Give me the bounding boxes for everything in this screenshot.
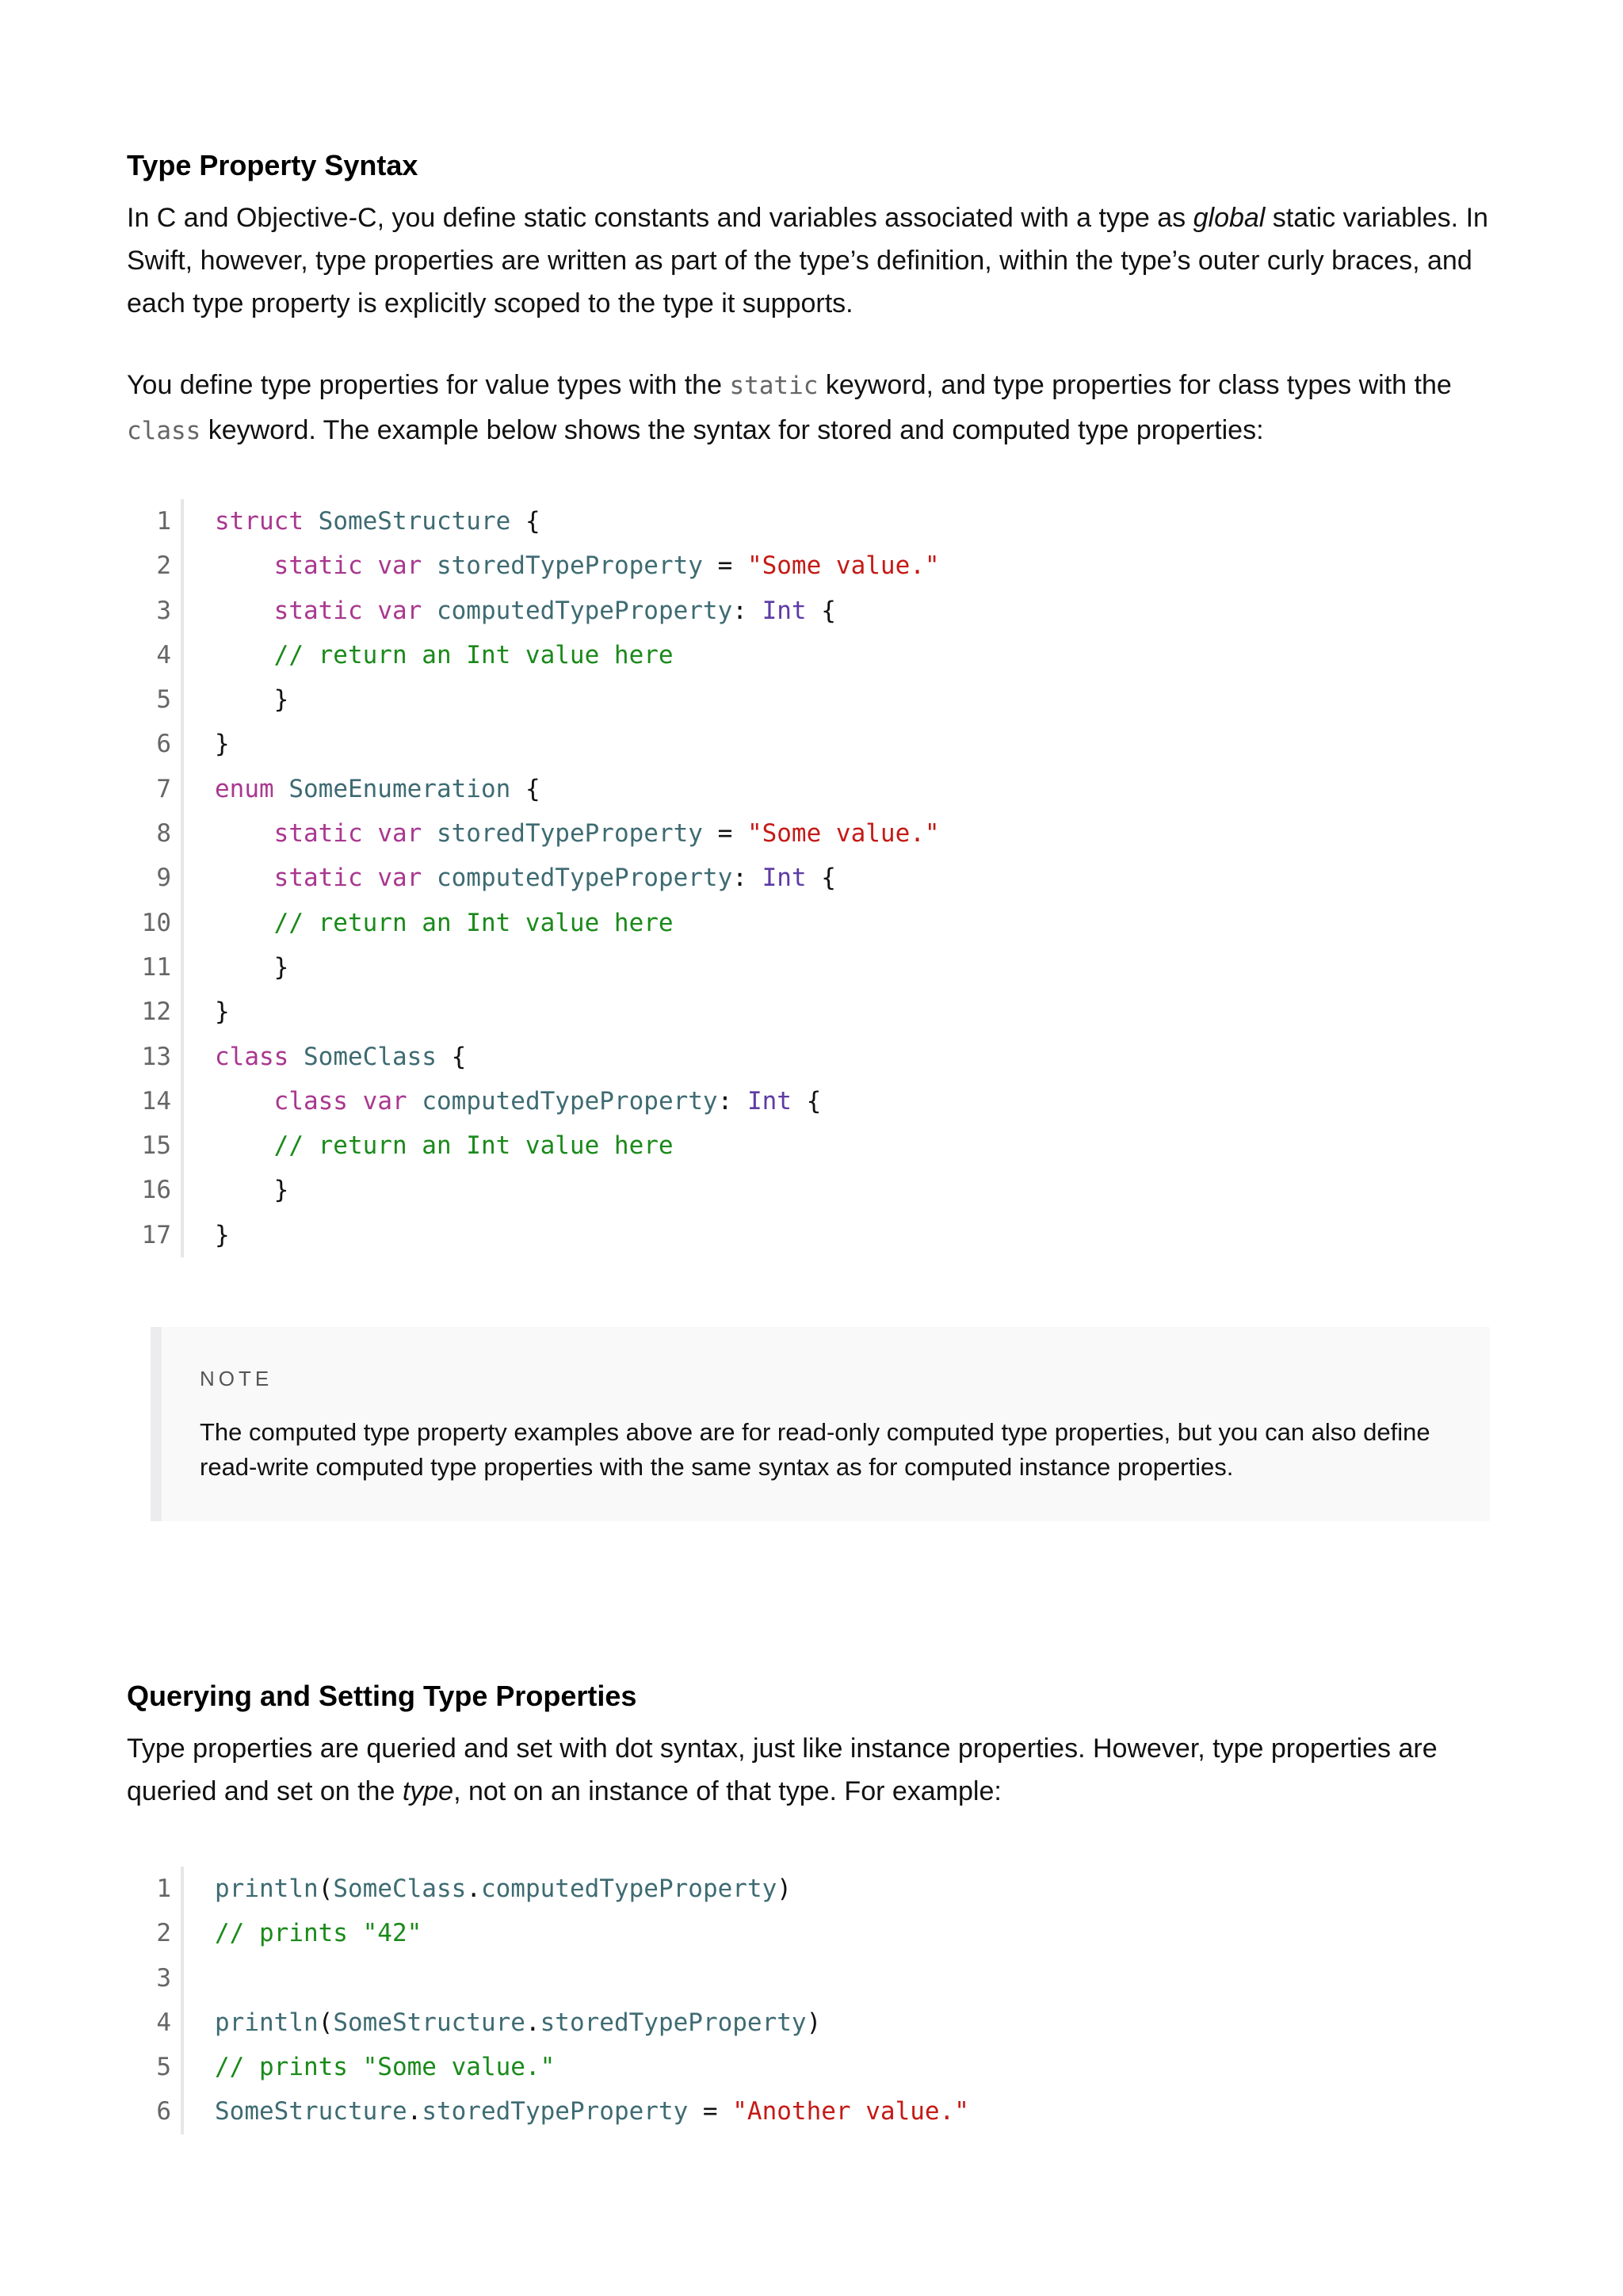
code-token: SomeEnumeration: [288, 774, 511, 803]
code-text: [215, 2045, 555, 2089]
paragraph-type-property-intro: [127, 196, 1506, 325]
line-number: 15: [141, 1131, 171, 1161]
code-line: [127, 1867, 1506, 1911]
code-token: storedTypeProperty: [540, 2008, 807, 2037]
code-token: "Some value.": [747, 551, 940, 581]
code-text: [215, 2000, 821, 2045]
paragraph-querying-intro: [127, 1727, 1506, 1813]
code-text: [215, 677, 288, 722]
code-line: [127, 722, 1506, 766]
code-text: [215, 589, 836, 633]
code-token: .: [407, 2097, 422, 2126]
code-token: {: [436, 1042, 467, 1071]
code-token: }: [215, 997, 230, 1027]
code-token: .: [466, 1875, 481, 1903]
code-token: [288, 1043, 304, 1071]
line-number: 4: [156, 640, 171, 669]
code-token: "Another value.": [732, 2097, 969, 2126]
line-number: 3: [156, 1963, 171, 1993]
code-token: computedTypeProperty: [422, 1086, 718, 1116]
code-text: [215, 543, 940, 588]
keywords-text-3: keyword. The example below shows the syntax for stored and computed type properties:: [200, 415, 1264, 445]
code-token: {: [806, 596, 836, 625]
code-text: [215, 1213, 230, 1257]
code-token: {: [510, 507, 540, 536]
code-block-type-property-syntax: [127, 499, 1506, 1257]
code-token: }: [215, 1220, 230, 1249]
code-token: [215, 909, 274, 937]
code-line: [127, 1168, 1506, 1212]
line-number: 3: [156, 596, 171, 625]
code-token: {: [806, 864, 836, 893]
code-token: [363, 864, 378, 892]
code-token: static: [273, 551, 363, 581]
code-token: struct: [215, 507, 304, 536]
code-token: // prints "Some value.": [215, 2053, 556, 2082]
code-token: static: [273, 596, 363, 625]
inline-code-static: static: [729, 372, 819, 400]
querying-text-after: , not on an instance of that type. For example:: [453, 1776, 1002, 1806]
code-token: .: [525, 2008, 540, 2037]
code-token: SomeStructure: [318, 507, 511, 536]
line-number: 9: [156, 864, 171, 893]
code-line: [127, 1079, 1506, 1123]
code-token: // return an Int value here: [273, 908, 674, 937]
code-token: println: [215, 2008, 319, 2037]
line-number: 11: [141, 952, 171, 982]
code-line: [127, 499, 1506, 543]
code-token: }: [215, 685, 289, 715]
code-token: [215, 1131, 274, 1160]
code-text: [215, 1867, 792, 1911]
code-token: class: [215, 1042, 289, 1071]
section-heading-type-property-syntax: Type Property Syntax: [127, 149, 418, 181]
code-token: [274, 775, 289, 803]
code-token: var: [362, 1086, 407, 1116]
code-token: storedTypeProperty: [436, 551, 703, 581]
querying-text-emphasis: type: [402, 1776, 454, 1806]
code-token: static: [273, 819, 363, 849]
line-number: 6: [156, 730, 171, 759]
code-token: [422, 597, 437, 625]
code-line: [127, 1911, 1506, 1955]
code-text: [215, 2089, 969, 2134]
line-number: 5: [156, 2053, 171, 2082]
code-token: var: [377, 864, 422, 893]
code-line: [127, 1956, 1506, 2000]
code-line: [127, 1213, 1506, 1257]
paragraph-static-class-keywords: [127, 363, 1506, 453]
code-text: [215, 499, 540, 543]
code-token: // return an Int value here: [273, 640, 674, 669]
code-line: [127, 1035, 1506, 1079]
code-line: [127, 990, 1506, 1034]
code-token: // prints "42": [215, 1919, 422, 1948]
code-text: [215, 1168, 288, 1212]
code-token: [422, 864, 437, 892]
code-token: storedTypeProperty: [436, 819, 703, 849]
code-token: =: [688, 2097, 733, 2126]
code-line: [127, 901, 1506, 945]
code-token: }: [215, 730, 230, 759]
line-number: 7: [156, 774, 171, 803]
code-text: [215, 1035, 466, 1079]
code-token: [422, 551, 437, 580]
line-number: 16: [141, 1176, 171, 1205]
code-token: (: [318, 2008, 334, 2037]
code-token: (: [318, 1875, 334, 1903]
code-token: SomeClass: [333, 1875, 467, 1903]
code-token: :: [732, 864, 762, 893]
querying-text-before: Type properties are queried and set with dot syntax, just like instance properties. However, type properties are queried and set on the: [127, 1733, 1438, 1806]
code-token: =: [702, 551, 747, 581]
code-token: [215, 551, 274, 580]
code-token: }: [215, 952, 289, 982]
code-token: println: [215, 1875, 319, 1903]
line-number: 2: [156, 551, 171, 581]
code-line: [127, 2045, 1506, 2089]
code-block-querying-example: [127, 1867, 1506, 2134]
note-callout: [151, 1327, 1490, 1521]
line-number: 5: [156, 685, 171, 715]
code-token: ): [777, 1875, 792, 1903]
code-token: [215, 597, 274, 625]
code-token: var: [377, 819, 422, 849]
line-number: 8: [156, 819, 171, 849]
code-text: [215, 856, 836, 900]
code-text: [215, 722, 230, 766]
code-token: "Some value.": [747, 819, 940, 849]
line-number: 17: [141, 1220, 171, 1249]
code-token: var: [377, 596, 422, 625]
note-text: The computed type property examples above are for read-only computed type properties, but you can also define read-write computed type properties with the same syntax as for computed instance properties.: [200, 1418, 1430, 1481]
code-token: [304, 507, 319, 536]
code-text: [215, 901, 674, 945]
code-line: [127, 2000, 1506, 2045]
code-token: {: [510, 774, 540, 803]
code-token: SomeStructure: [215, 2097, 407, 2126]
code-token: enum: [215, 774, 274, 803]
line-number: 1: [156, 507, 171, 536]
code-text: [215, 767, 540, 811]
code-token: SomeClass: [304, 1042, 437, 1071]
line-number: 1: [156, 1875, 171, 1903]
code-token: Int: [762, 864, 807, 893]
intro-text-emphasis: global: [1193, 203, 1266, 233]
code-line: [127, 677, 1506, 722]
code-text: [215, 1911, 422, 1955]
line-number: 2: [156, 1919, 171, 1948]
code-token: computedTypeProperty: [436, 864, 733, 893]
code-line: [127, 767, 1506, 811]
line-number: 13: [141, 1042, 171, 1071]
code-token: [363, 819, 378, 848]
code-token: static: [273, 864, 363, 893]
keywords-text-1: You define type properties for value types with the: [127, 370, 730, 400]
code-token: [215, 864, 274, 892]
code-line: [127, 633, 1506, 677]
line-number: 10: [141, 908, 171, 937]
line-number: 4: [156, 2008, 171, 2037]
code-token: :: [732, 596, 762, 625]
line-number: 12: [141, 997, 171, 1027]
code-token: {: [791, 1086, 822, 1116]
code-line: [127, 543, 1506, 588]
intro-text-after: static variables. In Swift, however, type properties are written as part of the type’s definition, within the type’s outer curly braces, and each type property is explicitly scoped to the type it supports.: [127, 203, 1488, 318]
code-token: computedTypeProperty: [436, 596, 733, 625]
note-label: NOTE: [200, 1367, 273, 1390]
inline-code-class: class: [127, 417, 201, 445]
code-token: [215, 1087, 274, 1116]
code-token: [363, 597, 378, 625]
line-number: 14: [141, 1086, 171, 1116]
intro-text-before: In C and Objective-C, you define static constants and variables associated with a type as: [127, 203, 1193, 233]
code-line: [127, 589, 1506, 633]
code-token: class: [273, 1086, 348, 1116]
code-token: ): [806, 2008, 822, 2037]
code-token: :: [717, 1086, 747, 1116]
code-token: [215, 819, 274, 848]
code-token: [215, 641, 274, 669]
code-token: [363, 551, 378, 580]
code-token: computedTypeProperty: [480, 1875, 777, 1903]
code-line: [127, 2089, 1506, 2134]
code-text: [215, 633, 674, 677]
code-text: [215, 1123, 674, 1168]
code-line: [127, 811, 1506, 856]
code-text: [215, 990, 230, 1034]
section-heading-querying-setting: Querying and Setting Type Properties: [127, 1680, 637, 1712]
code-token: Int: [747, 1086, 792, 1116]
line-number: 6: [156, 2097, 171, 2126]
code-token: SomeStructure: [333, 2008, 525, 2037]
code-token: var: [377, 551, 422, 581]
code-token: =: [702, 819, 747, 849]
code-text: [215, 945, 288, 990]
code-token: [348, 1087, 363, 1116]
code-token: Int: [762, 596, 807, 625]
code-line: [127, 1123, 1506, 1168]
code-token: [422, 819, 437, 848]
code-text: [215, 1079, 821, 1123]
keywords-text-2: keyword, and type properties for class types with the: [818, 370, 1452, 400]
code-token: storedTypeProperty: [422, 2097, 689, 2126]
code-token: [407, 1087, 422, 1116]
code-token: // return an Int value here: [273, 1131, 674, 1161]
code-line: [127, 945, 1506, 990]
code-text: [215, 811, 940, 856]
code-token: }: [215, 1176, 289, 1205]
code-line: [127, 856, 1506, 900]
